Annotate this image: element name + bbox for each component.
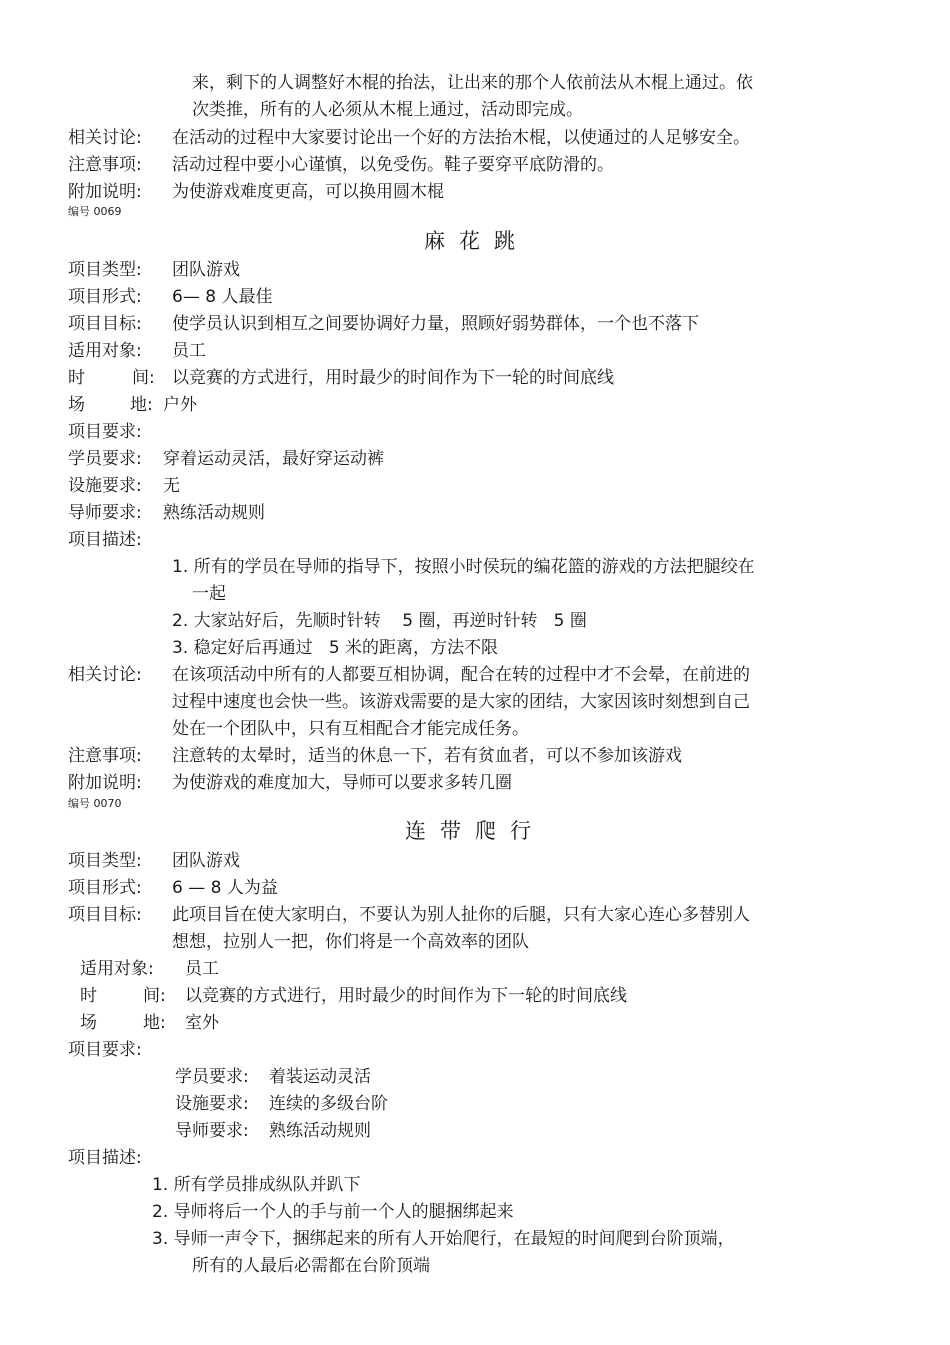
field-label: 时 [68, 368, 85, 388]
field-value: 连续的多级台阶 [269, 1094, 388, 1114]
field-value: 想想，拉别人一把，你们将是一个高效率的团队 [172, 932, 529, 952]
section-title: 连带爬行 [405, 819, 545, 843]
list-item: 1. 所有的学员在导师的指导下，按照小时侯玩的编花篮的游戏的方法把腿绞在 [172, 557, 755, 577]
field-value: 熟练活动规则 [163, 503, 265, 523]
field-label: 项目类型: [68, 260, 142, 280]
list-item: 3. 稳定好后再通过 5 米的距离，方法不限 [172, 638, 499, 658]
field-label: 设施要求: [175, 1094, 249, 1114]
list-item-continuation: 所有的人最后必需都在台阶顶端 [192, 1256, 430, 1276]
field-value: 穿着运动灵活，最好穿运动裤 [163, 449, 384, 469]
field-value: 以竞赛的方式进行，用时最少的时间作为下一轮的时间底线 [172, 368, 614, 388]
field-label: 相关讨论: [68, 128, 142, 148]
list-item-continuation: 一起 [192, 584, 226, 604]
field-label: 附加说明: [68, 182, 142, 202]
field-label: 适用对象: [80, 959, 154, 979]
field-label: 相关讨论: [68, 665, 142, 685]
field-value: 过程中速度也会快一些。该游戏需要的是大家的团结，大家因该时刻想到自己 [172, 692, 750, 712]
field-value: 6— 8 人最佳 [172, 287, 273, 307]
field-label: 项目类型: [68, 851, 142, 871]
field-value: 室外 [185, 1013, 219, 1033]
field-label: 项目目标: [68, 905, 142, 925]
field-label: 适用对象: [68, 341, 142, 361]
field-value: 处在一个团队中，只有互相配合才能完成任务。 [172, 719, 529, 739]
field-label: 导师要求: [68, 503, 142, 523]
field-label: 地: [130, 395, 153, 415]
field-value: 在该项活动中所有的人都要互相协调，配合在转的过程中才不会晕，在前进的 [172, 665, 750, 685]
field-label: 地: [143, 1013, 166, 1033]
field-value: 着装运动灵活 [269, 1067, 371, 1087]
field-label: 场 [80, 1013, 97, 1033]
field-label: 导师要求: [175, 1121, 249, 1141]
field-value: 团队游戏 [172, 851, 240, 871]
field-label: 附加说明: [68, 773, 142, 793]
field-value: 无 [163, 476, 180, 496]
field-label: 间: [143, 986, 166, 1006]
field-value: 员工 [172, 341, 206, 361]
field-label: 场 [68, 395, 85, 415]
field-label: 学员要求: [68, 449, 142, 469]
list-item: 3. 导师一声令下，捆绑起来的所有人开始爬行，在最短的时间爬到台阶顶端， [152, 1229, 735, 1249]
field-value: 为使游戏难度更高，可以换用圆木棍 [172, 182, 444, 202]
field-label: 注意事项: [68, 155, 142, 175]
list-item: 2. 大家站好后，先顺时针转 5 圈，再逆时针转 5 圈 [172, 611, 587, 631]
field-label: 项目形式: [68, 287, 142, 307]
field-value: 6 — 8 人为益 [172, 878, 278, 898]
field-value: 此项目旨在使大家明白，不要认为别人扯你的后腿，只有大家心连心多替别人 [172, 905, 750, 925]
paragraph-line: 来，剩下的人调整好木棍的抬法，让出来的那个人依前法从木棍上通过。依 [192, 73, 753, 93]
list-item: 1. 所有学员排成纵队并趴下 [152, 1175, 361, 1195]
field-value: 以竞赛的方式进行，用时最少的时间作为下一轮的时间底线 [185, 986, 627, 1006]
section-title: 麻花跳 [424, 229, 529, 253]
field-value: 活动过程中要小心谨慎，以免受伤。鞋子要穿平底防滑的。 [172, 155, 614, 175]
field-value: 注意转的太晕时，适当的休息一下，若有贫血者，可以不参加该游戏 [172, 746, 682, 766]
field-value: 团队游戏 [172, 260, 240, 280]
field-label: 项目描述: [68, 1148, 142, 1168]
item-number: 编号 0069 [68, 205, 122, 218]
field-value: 在活动的过程中大家要讨论出一个好的方法抬木棍，以使通过的人足够安全。 [172, 128, 750, 148]
field-label: 项目形式: [68, 878, 142, 898]
field-value: 户外 [163, 395, 197, 415]
paragraph-line: 次类推，所有的人必须从木棍上通过，活动即完成。 [192, 100, 583, 120]
field-label: 项目要求: [68, 422, 142, 442]
field-value: 熟练活动规则 [269, 1121, 371, 1141]
field-label: 设施要求: [68, 476, 142, 496]
list-item: 2. 导师将后一个人的手与前一个人的腿捆绑起来 [152, 1202, 514, 1222]
field-value: 使学员认识到相互之间要协调好力量，照顾好弱势群体，一个也不落下 [172, 314, 699, 334]
field-label: 项目要求: [68, 1040, 142, 1060]
field-label: 项目目标: [68, 314, 142, 334]
field-label: 项目描述: [68, 530, 142, 550]
item-number: 编号 0070 [68, 797, 122, 810]
field-label: 学员要求: [175, 1067, 249, 1087]
field-label: 间: [132, 368, 155, 388]
field-label: 时 [80, 986, 97, 1006]
field-value: 员工 [185, 959, 219, 979]
field-value: 为使游戏的难度加大，导师可以要求多转几圈 [172, 773, 512, 793]
field-label: 注意事项: [68, 746, 142, 766]
